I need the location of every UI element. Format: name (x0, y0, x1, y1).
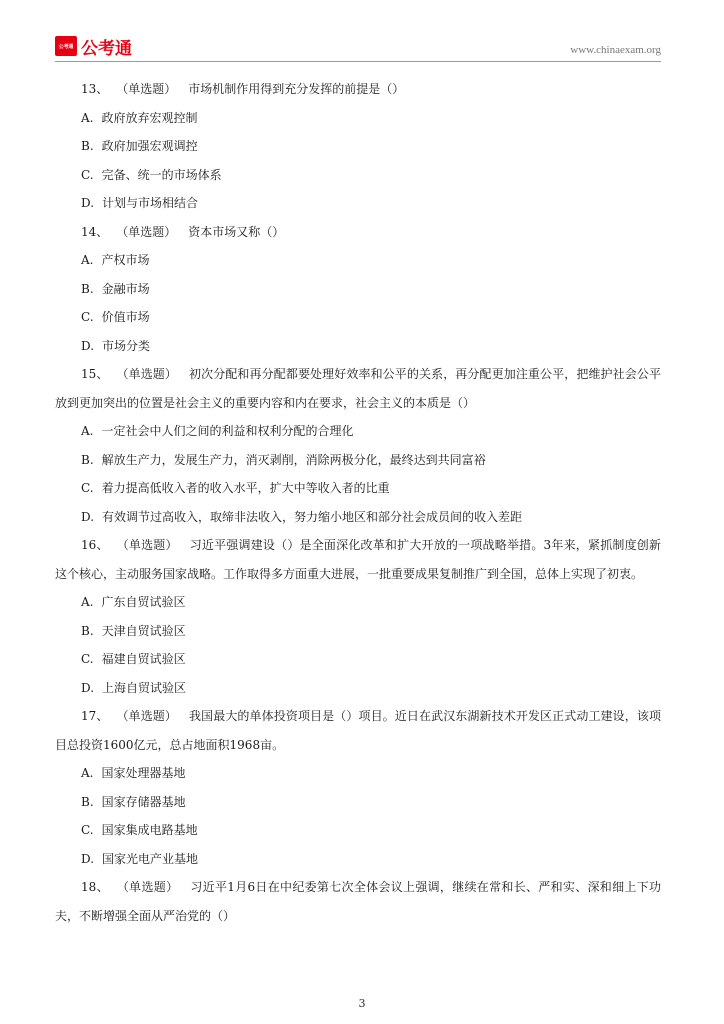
question-text: 我国最大的单体投资项目是（）项目。近日在武汉东湖新技术开发区正式动工建设，该项目总投资1600亿元，总占地面积1968亩。 (55, 709, 661, 752)
question-number: 16、 (81, 538, 109, 552)
question-stem (55, 531, 661, 588)
option-letter: B. (81, 452, 94, 467)
option-letter: A. (81, 253, 94, 267)
option-letter: C. (81, 310, 94, 324)
option-text: 国家处理器基地 (101, 766, 186, 780)
answer-option[interactable] (55, 816, 661, 845)
option-text: 政府加强宏观调控 (101, 139, 198, 153)
question-type: （单选题） (122, 224, 177, 239)
answer-option[interactable] (55, 189, 661, 218)
question-number: 18、 (81, 880, 109, 894)
option-letter: C. (81, 481, 94, 495)
page-header (55, 34, 661, 62)
option-letter: C. (81, 167, 94, 182)
question-list (55, 75, 661, 930)
option-text: 有效调节过高收入，取缔非法收入，努力缩小地区和部分社会成员间的收入差距 (102, 509, 523, 524)
answer-option[interactable] (55, 161, 661, 190)
option-letter: C. (81, 652, 94, 666)
option-letter: D. (81, 338, 95, 353)
option-text: 国家存储器基地 (101, 794, 186, 809)
option-text: 上海自贸试验区 (102, 680, 187, 695)
option-letter: D. (81, 196, 95, 210)
logo-text[interactable]: 公考通 (81, 39, 132, 59)
question-text: 资本市场又称（） (188, 224, 285, 239)
answer-option[interactable] (55, 845, 661, 874)
answer-option[interactable] (55, 645, 661, 674)
answer-option[interactable] (55, 104, 661, 133)
option-letter: A. (81, 595, 94, 609)
option-letter: A. (81, 110, 94, 125)
option-letter: D. (81, 851, 95, 866)
question-text: 市场机制作用得到充分发挥的前提是（） (188, 82, 405, 96)
option-letter: A. (81, 424, 94, 438)
option-text: 金融市场 (101, 281, 150, 296)
option-text: 着力提高低收入者的收入水平，扩大中等收入者的比重 (101, 481, 390, 495)
option-text: 价值市场 (101, 310, 150, 324)
option-text: 广东自贸试验区 (101, 595, 186, 609)
option-letter: A. (81, 766, 94, 780)
question-number: 15、 (81, 367, 109, 381)
option-text: 一定社会中人们之间的利益和权利分配的合理化 (101, 424, 354, 438)
answer-option[interactable] (55, 132, 661, 161)
option-text: 产权市场 (101, 253, 150, 267)
option-letter: B. (81, 623, 94, 638)
option-letter: C. (81, 823, 94, 837)
question-number: 13、 (81, 82, 109, 96)
answer-option[interactable] (55, 617, 661, 646)
answer-option[interactable] (55, 788, 661, 817)
option-letter: D. (81, 680, 95, 695)
question-type: （单选题） (122, 709, 178, 723)
answer-option[interactable] (55, 674, 661, 703)
question-number: 14、 (81, 224, 109, 239)
question-text: 习近平1月6日在中纪委第七次全体会议上强调，继续在常和长、严和实、深和细上下功夫，不断增强全面从严治党的（） (55, 880, 661, 923)
option-letter: B. (81, 281, 94, 296)
option-text: 解放生产力，发展生产力，消灭剥削，消除两极分化，最终达到共同富裕 (101, 452, 486, 467)
question-stem (55, 702, 661, 759)
header-divider (55, 61, 661, 62)
question-text: 初次分配和再分配都要处理好效率和公平的关系，再分配更加注重公平，把维护社会公平放到更加突出的位置是社会主义的重要内容和内在要求，社会主义的本质是（） (55, 367, 661, 410)
page-number: 3 (358, 997, 366, 1010)
option-letter: B. (81, 794, 94, 809)
option-text: 福建自贸试验区 (101, 652, 186, 666)
question-stem (55, 873, 661, 930)
answer-option[interactable] (55, 446, 661, 475)
question-type: （单选题） (122, 82, 177, 96)
answer-option[interactable] (55, 474, 661, 503)
option-text: 天津自贸试验区 (101, 623, 186, 638)
question-text: 习近平强调建设（）是全面深化改革和扩大开放的一项战略举措。3年来，紧抓制度创新这个核心，主动服务国家战略。工作取得多方面重大进展，一批重要成果复制推广到全国，总体上实现了初衷。 (55, 538, 661, 581)
option-letter: B. (81, 139, 94, 153)
question-number: 17、 (81, 709, 109, 723)
question-type: （单选题） (122, 538, 178, 552)
answer-option[interactable] (55, 759, 661, 788)
answer-option[interactable] (55, 303, 661, 332)
option-text: 计划与市场相结合 (102, 196, 199, 210)
answer-option[interactable] (55, 417, 661, 446)
option-letter: D. (81, 509, 95, 524)
option-text: 国家集成电路基地 (101, 823, 198, 837)
answer-option[interactable] (55, 503, 661, 532)
answer-option[interactable] (55, 588, 661, 617)
logo-badge[interactable]: 公考通 (55, 36, 77, 56)
option-text: 完备、统一的市场体系 (101, 167, 222, 182)
question-stem (55, 218, 661, 247)
site-url[interactable]: www.chinaexam.org (570, 44, 661, 56)
answer-option[interactable] (55, 275, 661, 304)
answer-option[interactable] (55, 246, 661, 275)
question-type: （单选题） (122, 880, 179, 894)
question-type: （单选题） (122, 367, 178, 381)
question-stem (55, 360, 661, 417)
option-text: 政府放弃宏观控制 (101, 110, 198, 125)
option-text: 国家光电产业基地 (102, 851, 199, 866)
answer-option[interactable] (55, 332, 661, 361)
question-stem (55, 75, 661, 104)
option-text: 市场分类 (102, 338, 151, 353)
